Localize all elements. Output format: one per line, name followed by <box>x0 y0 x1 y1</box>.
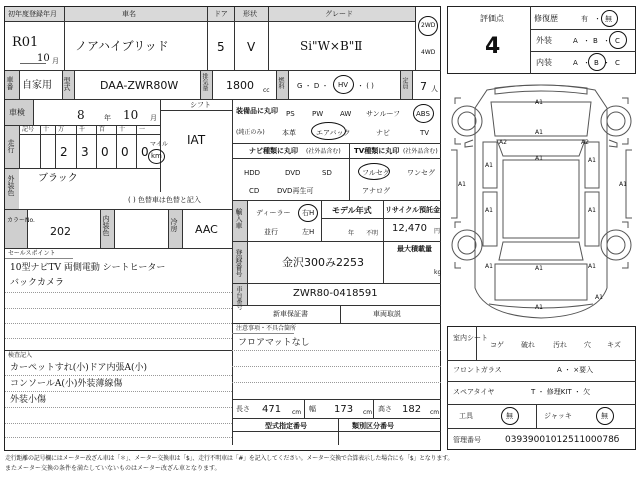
equip-tv: TV <box>420 129 430 137</box>
color-no-value: 202 <box>50 225 71 238</box>
shift-value: IAT <box>187 133 206 147</box>
chassis-label: 車台番号 <box>235 286 242 310</box>
import-label: 輸入車 <box>235 208 243 229</box>
interior-grade-a: A <box>573 59 578 67</box>
navi-sub: (社外品含む) <box>306 148 341 155</box>
first-reg-label: 初年度登録年月 <box>8 10 57 18</box>
repair-sep: ・ <box>594 15 601 23</box>
fuel-tail: ・ ( ) <box>357 82 374 90</box>
chassis-value: ZWR80-0418591 <box>293 288 378 299</box>
model-year-label: モデル年式 <box>332 206 372 215</box>
displacement-value: 1800 <box>226 79 254 92</box>
equip-sunroof: サンルーフ <box>366 110 401 118</box>
glass-value: A ・ ×要入 <box>557 366 594 374</box>
unit-km: km <box>151 152 162 160</box>
odometer-digit: 0 <box>121 145 129 159</box>
sheet-ana: 穴 <box>584 341 591 349</box>
sheet-kizu: キズ <box>607 341 621 349</box>
tv-oneseg: ワンセグ <box>407 169 435 177</box>
shaken-month-unit: 月 <box>150 114 157 122</box>
height-cm: cm <box>430 409 440 416</box>
fuel-label: 燃料 <box>277 77 284 89</box>
diag-label-right-sill: A1 <box>619 181 627 188</box>
grade-value: Si"W×B"Ⅱ <box>300 39 363 53</box>
diag-label-left-fender: A2 <box>499 139 507 146</box>
spare-label: スペアタイヤ <box>453 388 495 396</box>
odometer-header-3: 千 <box>79 126 86 133</box>
odometer-digit: 2 <box>60 145 68 159</box>
odometer-digit: 3 <box>81 145 89 159</box>
capacity-label: 定員 <box>401 77 408 89</box>
first-reg-month: 10 <box>37 53 50 64</box>
import-parallel: 並行 <box>264 228 278 236</box>
diag-label-front: A1 <box>535 99 543 106</box>
capacity-unit: 人 <box>431 85 438 93</box>
exterior-label: 外装色 <box>7 175 15 196</box>
import-right-h-circle <box>298 204 318 222</box>
sales-points-label: セールスポイント <box>8 250 56 257</box>
odometer-header-0: 記号 <box>22 126 35 133</box>
recycle-value: 12,470 <box>392 223 427 234</box>
width-value: 173 <box>334 404 354 415</box>
navi-cd: CD <box>249 187 260 195</box>
tools-label: 工具 <box>459 412 473 420</box>
tv-header: TV種類に丸印 <box>354 147 400 155</box>
interior-grade-c: C <box>615 59 620 67</box>
equip-pw: PW <box>312 110 324 118</box>
length-label: 長さ <box>236 405 250 413</box>
score-value: 4 <box>485 34 501 59</box>
registration-label: 登録番号 <box>235 249 243 277</box>
tv-fullseg-circle <box>358 163 390 180</box>
exterior-grade-c: C <box>615 37 620 45</box>
inspector-line-2: コンソールA(小)外装薄線傷 <box>10 379 123 389</box>
equip-navi: ナビ <box>376 129 390 137</box>
fuel-options: G ・ D ・ <box>297 82 329 90</box>
model-label: 型式 <box>63 77 71 91</box>
equipment-label: 装備品に丸印 <box>236 107 278 115</box>
door-label: ドア <box>214 10 228 18</box>
color-no-label: カラーNo. <box>7 217 35 224</box>
footer-line-1: 走行距離の記号欄にはメーター改ざん車は「＊」、メーター交換車は「$」、走行不明車は「#」を記入してください。メーター交換で合算表示した場合にも「$」となります。 <box>5 455 454 462</box>
score-label: 評価点 <box>480 14 504 23</box>
jack-value: 無 <box>601 412 608 420</box>
spare-value: T ・ 修理KIT ・ 欠 <box>531 388 591 396</box>
displacement-label: 排気量 <box>201 73 208 91</box>
notes-text: フロアマットなし <box>238 338 310 348</box>
shaken-year-unit: 年 <box>104 114 111 122</box>
shape-label: 形状 <box>243 10 257 18</box>
class-label: 類別区分番号 <box>352 422 394 430</box>
odometer-header-5: 十 <box>119 126 126 133</box>
inspector-line-1: カーペットすれ(小)ドア内張A(小) <box>10 363 148 373</box>
footer-line-2: またメーター交換の条件を満たしていないものはメーター改ざん車となります。 <box>5 465 221 472</box>
sales-point-1: 10型ナビTV 両側電動 シートヒーター <box>10 263 166 273</box>
shape-value: V <box>247 40 256 54</box>
equip-airbag-circle <box>311 122 346 140</box>
diag-label-rear-bumper: A1 <box>535 304 543 311</box>
diag-label-rear-gate: A1 <box>535 265 543 272</box>
control-label: 管理番号 <box>453 436 481 444</box>
equip-ps: PS <box>286 110 295 118</box>
navi-sd: SD <box>322 169 332 177</box>
shaken-year: 8 <box>77 108 85 122</box>
repair-yes: 有 <box>581 15 588 23</box>
diag-label-hood: A1 <box>535 129 543 136</box>
diag-label-roof: A1 <box>535 155 543 162</box>
sheet-yogore: 汚れ <box>553 341 567 349</box>
max-load-kg: kg <box>434 269 442 276</box>
grade-label: グレード <box>325 10 353 18</box>
import-right-h: 右H <box>302 209 315 217</box>
max-load-label: 最大積載量 <box>397 245 432 253</box>
aircon-label: 冷房 <box>170 218 178 232</box>
diag-label-left-sill: A1 <box>458 181 466 188</box>
unit-mile: マイル <box>150 141 168 148</box>
first-reg-month-unit: 月 <box>52 57 59 65</box>
jack-label: ジャッキ <box>544 412 572 420</box>
exterior-grade-b: B <box>593 37 598 45</box>
drive-4wd: 4WD <box>421 49 436 56</box>
recycle-label: リサイクル預託金 <box>385 206 441 214</box>
type-spec-label: 型式指定番号 <box>265 422 307 430</box>
diag-label-right-front-door: A1 <box>588 157 596 164</box>
model-value: DAA-ZWR80W <box>100 79 179 92</box>
mileage-label: 走行 <box>7 139 15 153</box>
odometer-digit: 0 <box>141 145 149 159</box>
height-label: 高さ <box>378 405 392 413</box>
odometer-header-1: 十 <box>43 126 50 133</box>
import-dealer: ディーラー <box>256 209 291 217</box>
model-year-unknown: 不明 <box>366 230 379 237</box>
length-value: 471 <box>262 404 282 415</box>
control-value: 0393900101251100078б <box>505 435 620 445</box>
height-value: 182 <box>402 404 422 415</box>
shift-label: シフト <box>190 101 211 109</box>
diag-label-left-quarter: A1 <box>485 263 493 270</box>
equip-abs: ABS <box>416 110 430 118</box>
model-year-year: 年 <box>348 230 355 237</box>
diag-label-right-fender: A2 <box>581 139 589 146</box>
fuel-selected: HV <box>338 81 349 89</box>
header-label-strip <box>5 7 415 21</box>
equip-aw: AW <box>340 110 352 118</box>
damage-diagram <box>447 78 636 324</box>
interior-grade-label: 内装 <box>536 58 552 67</box>
new-car-warranty: 新車保証書 <box>273 310 308 318</box>
diag-label-left-front-door: A1 <box>485 162 493 169</box>
import-left-h: 左H <box>302 228 315 236</box>
length-cm: cm <box>292 409 302 416</box>
width-cm: cm <box>363 409 373 416</box>
diag-label-right-quarter: A1 <box>588 263 596 270</box>
repair-no: 無 <box>605 15 612 23</box>
inspector-line-3: 外装小傷 <box>10 395 47 405</box>
car-outline-icon <box>447 78 636 324</box>
first-reg-year: R01 <box>12 35 39 50</box>
odometer-header-6: 一 <box>139 126 146 133</box>
sales-point-2: バックカメラ <box>10 278 65 288</box>
navi-hdd: HDD <box>244 169 261 177</box>
equip-airbag: エアバック <box>316 129 351 137</box>
tv-sub: (社外品含む) <box>403 148 438 155</box>
equipment-sub: (純正のみ) <box>236 129 265 136</box>
glass-label: フロントガラス <box>453 366 502 374</box>
equip-leather: 本革 <box>282 129 296 137</box>
diag-label-left-rear-door: A1 <box>485 207 493 214</box>
tv-fullseg: フルセグ <box>362 169 390 177</box>
odometer-header-2: 万 <box>58 126 65 133</box>
registration-value: 金沢300み2253 <box>282 256 364 269</box>
sheet-koge: コゲ <box>490 341 504 349</box>
aircon-value: AAC <box>195 223 218 236</box>
vehicle-label: 車番 <box>6 76 14 90</box>
drive-2wd: 2WD <box>421 22 436 29</box>
car-name: ノアハイブリッド <box>75 39 169 53</box>
use-value: 自家用 <box>22 80 52 91</box>
cc-unit: cc <box>263 87 270 94</box>
odometer-digit: 0 <box>101 145 109 159</box>
exterior-note: ( ) 色替車は色替と記入 <box>128 196 201 204</box>
inspector-label: 検査記入 <box>8 352 33 359</box>
diag-label-right-rear-door: A1 <box>588 207 596 214</box>
interior-sheet-label: 室内シート <box>453 334 488 342</box>
sheet-yabure: 破れ <box>521 341 535 349</box>
navi-dvd-play: DVD再生可 <box>277 187 314 195</box>
car-name-label: 車名 <box>122 10 136 18</box>
width-label: 幅 <box>309 405 316 413</box>
exterior-color: ブラック <box>38 173 78 184</box>
doors-value: 5 <box>217 40 225 54</box>
diag-label-rear-panel: A1 <box>595 294 603 301</box>
shaken-label: 車検 <box>9 108 25 117</box>
recycle-yen: 円 <box>434 228 441 235</box>
vehicle-manual: 車両取説 <box>373 310 401 318</box>
notes-label: 注意事項・不具合箇所 <box>236 325 297 332</box>
odometer-header-4: 百 <box>99 126 106 133</box>
exterior-grade-label: 外装 <box>536 36 552 45</box>
capacity-value: 7 <box>420 80 427 93</box>
tv-analog: アナログ <box>362 187 390 195</box>
tools-value: 無 <box>506 412 513 420</box>
navi-header: ナビ種類に丸印 <box>249 147 298 155</box>
exterior-grade-a: A <box>573 37 578 45</box>
interior-color-label: 内装色 <box>102 215 110 236</box>
interior-grade-b: B <box>594 59 599 67</box>
repair-label: 修復歴 <box>534 14 558 23</box>
navi-dvd: DVD <box>285 169 301 177</box>
shaken-month: 10 <box>123 108 139 122</box>
